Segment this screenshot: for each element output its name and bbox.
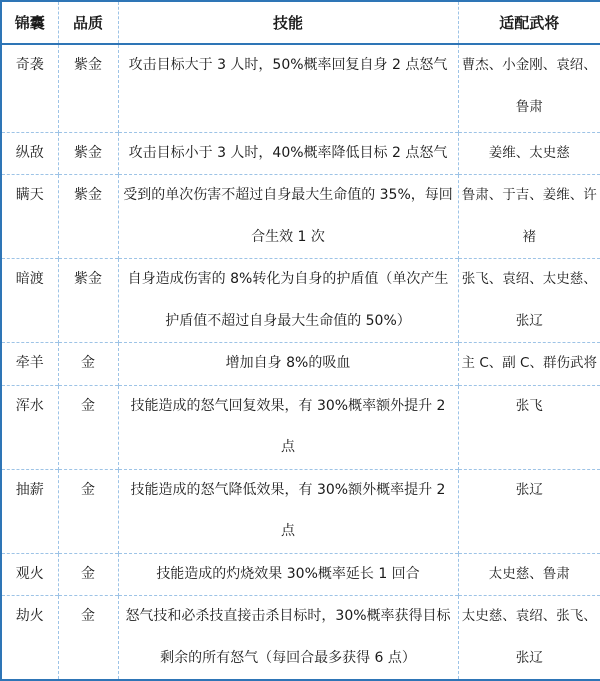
generals-cell: 主 C、副 C、群伤武将 bbox=[458, 343, 600, 386]
quality-cell: 金 bbox=[58, 343, 118, 386]
generals-cell: 张辽 bbox=[458, 469, 600, 553]
generals-cell: 鲁肃、于吉、姜维、许褚 bbox=[458, 175, 600, 259]
generals-cell: 张飞 bbox=[458, 385, 600, 469]
generals-cell: 曹杰、小金刚、袁绍、鲁肃 bbox=[458, 44, 600, 132]
table-row bbox=[1, 469, 600, 553]
table-row bbox=[1, 553, 600, 596]
skill-cell: 技能造成的怒气降低效果，有 30%额外概率提升 2 点 bbox=[118, 469, 458, 553]
quality-cell: 紫金 bbox=[58, 259, 118, 343]
tactic-name-cell: 抽薪 bbox=[1, 469, 58, 553]
skill-cell: 技能造成的灼烧效果 30%概率延长 1 回合 bbox=[118, 553, 458, 596]
generals-cell: 张飞、袁绍、太史慈、张辽 bbox=[458, 259, 600, 343]
tactic-name-cell: 纵敌 bbox=[1, 132, 58, 175]
table-row bbox=[1, 44, 600, 132]
tactic-name-cell: 浑水 bbox=[1, 385, 58, 469]
tactic-name-cell: 奇袭 bbox=[1, 44, 58, 132]
tactic-name-cell: 劫火 bbox=[1, 596, 58, 681]
table-row bbox=[1, 175, 600, 259]
tactic-name-cell: 暗渡 bbox=[1, 259, 58, 343]
column-header-tactic: 锦囊 bbox=[1, 1, 58, 44]
column-header-generals: 适配武将 bbox=[458, 1, 600, 44]
quality-cell: 金 bbox=[58, 553, 118, 596]
skill-cell: 自身造成伤害的 8%转化为自身的护盾值（单次产生护盾值不超过自身最大生命值的 50%） bbox=[118, 259, 458, 343]
generals-cell: 太史慈、鲁肃 bbox=[458, 553, 600, 596]
quality-cell: 紫金 bbox=[58, 44, 118, 132]
table-row bbox=[1, 385, 600, 469]
generals-cell: 太史慈、袁绍、张飞、张辽 bbox=[458, 596, 600, 681]
header-row bbox=[1, 1, 600, 44]
skill-cell: 增加自身 8%的吸血 bbox=[118, 343, 458, 386]
tactic-name-cell: 观火 bbox=[1, 553, 58, 596]
quality-cell: 紫金 bbox=[58, 132, 118, 175]
tactic-name-cell: 牵羊 bbox=[1, 343, 58, 386]
table-row bbox=[1, 343, 600, 386]
quality-cell: 金 bbox=[58, 385, 118, 469]
column-header-skill: 技能 bbox=[118, 1, 458, 44]
column-header-quality: 品质 bbox=[58, 1, 118, 44]
quality-cell: 紫金 bbox=[58, 175, 118, 259]
table-row bbox=[1, 259, 600, 343]
skill-cell: 攻击目标小于 3 人时，40%概率降低目标 2 点怒气 bbox=[118, 132, 458, 175]
table-row bbox=[1, 132, 600, 175]
tactic-name-cell: 瞒天 bbox=[1, 175, 58, 259]
skill-cell: 攻击目标大于 3 人时，50%概率回复自身 2 点怒气 bbox=[118, 44, 458, 132]
skill-cell: 怒气技和必杀技直接击杀目标时，30%概率获得目标剩余的所有怒气（每回合最多获得 6 点） bbox=[118, 596, 458, 681]
skill-cell: 受到的单次伤害不超过自身最大生命值的 35%，每回合生效 1 次 bbox=[118, 175, 458, 259]
quality-cell: 金 bbox=[58, 596, 118, 681]
table-row bbox=[1, 596, 600, 681]
quality-cell: 金 bbox=[58, 469, 118, 553]
skill-cell: 技能造成的怒气回复效果，有 30%概率额外提升 2 点 bbox=[118, 385, 458, 469]
generals-cell: 姜维、太史慈 bbox=[458, 132, 600, 175]
